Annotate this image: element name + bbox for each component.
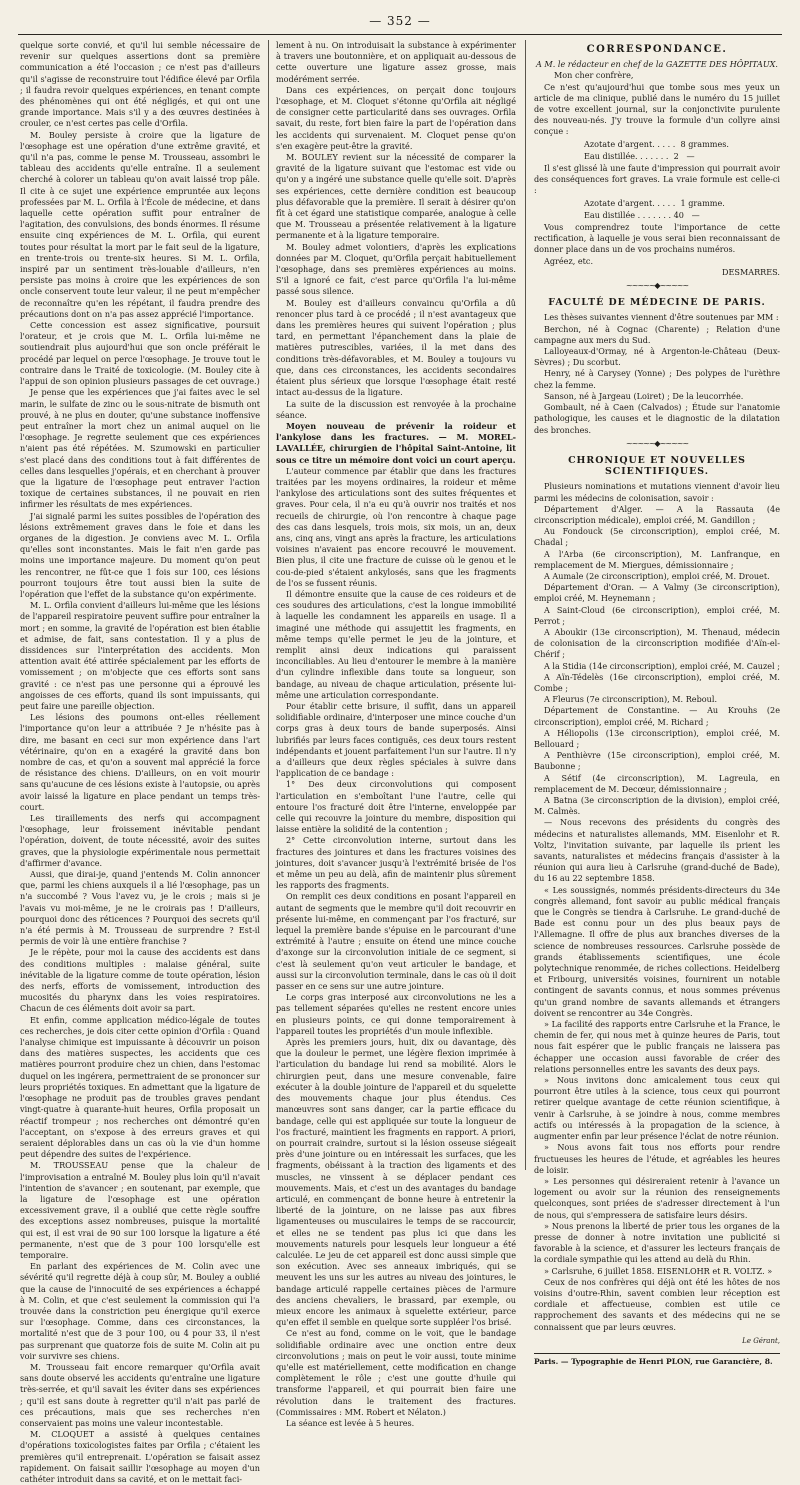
paragraph: A Sétif (4e circonscription), M. Lagreula, en remplacement de M. Decœur, démissionnaire ;	[534, 772, 780, 794]
paragraph: En parlant des expériences de M. Colin avec une sévérité qu'il regrette déjà à coup sûr, M. Bouley a oublié que la cause de l'innocuité de ses expériences a échappé à M. Colin, et que c'est seulement la commission qui l'a trouvée dans la constriction peu énergique qu'il exerce sur l'œsophage. Comme, dans ces circonstances, la mortalité n'est que de 3 pour 100, ou 4 pour 33, il n'est pas surprenant que quatorze fois de suite M. Colin ait pu voir survivre ses chiens.	[20, 1261, 260, 1361]
paragraph: 1° Des deux circonvolutions qui composent l'articulation en s'emboîtant l'une l'autre, celle qui entoure l'os fracturé doit être l'interne, enveloppée par celle qui recouvre la jointure du membre, disposition qui laisse entière la solidité de la contention ;	[276, 779, 516, 835]
paragraph: M. Bouley est d'ailleurs convaincu qu'Orfila a dû renoncer plus tard à ce procédé ; il n'est avantageux que dans les premières heures qui suivent l'opération ; plus tard, en permettant l'épanchement dans la plaie de matières putrescibles, variées, il la met dans des conditions très-défavorables, et M. Bouley a toujours vu que, dans ces circonstances, les accidents secondaires étaient plus sérieux que lorsque l'œsophage était resté intact au-dessus de la ligature.	[276, 297, 516, 398]
header-rule	[18, 34, 782, 35]
paragraph: lement à nu. On introduisait la substance à expérimenter à travers une boutonnière, et on appliquait au-dessous de cette ouverture une ligature assez grosse, mais modérément serrée.	[276, 40, 516, 84]
formula-line: Eau distillée . . . . . . . 40 —	[584, 209, 700, 220]
paragraph: Henry, né à Carysey (Yonne) ; Des polypes de l'urèthre chez la femme.	[534, 368, 780, 390]
paragraph: 2° Cette circonvolution interne, surtout dans les fractures des jointures et dans les fractures voisines des jointures, doit s'avancer jusqu'à l'extrémité brisée de l'os et même un peu au delà, afin de maintenir plus sûrement les rapports des fragments.	[276, 835, 516, 891]
formula-line: Azotate d'argent. . . . . 1 gramme.	[584, 197, 725, 208]
paragraph: » Carlsruhe, 6 juillet 1858. EISENLOHR et R. VOLTZ. »	[544, 1265, 773, 1276]
letter-paragraph: Ce n'est qu'aujourd'hui que tombe sous mes yeux un article de ma clinique, publié dans le numéro du 15 juillet de votre excellent journal, sur la conjonctivite purulente des nouveau-nés. J'y trouve la formule d'un collyre ainsi conçue :	[534, 81, 780, 137]
letter-paragraph: Vous comprendrez toute l'importance de cette rectification, à laquelle je vous serai bien reconnaissant de donner place dans un de vos prochains numéros.	[534, 222, 780, 255]
paragraph: Il démontre ensuite que la cause de ces roideurs et de ces soudures des articulations, c'est la longue immobilité à laquelle les condamnent les appareils en usage. Il a imaginé une méthode qui assujettit les fragments, en même temps qu'elle permet le jeu de la jointure, et remplit ainsi deux indications qui paraissent inconciliables. Au lieu d'entourer le membre à la manière d'un cylindre inflexible dans toute sa longueur, son bandage, au niveau de chaque articulation, présente lui-même une articulation correspondante.	[276, 588, 516, 700]
paragraph: Ceux de nos confrères qui déjà ont été les hôtes de nos voisins d'outre-Rhin, savent combien leur réception est cordiale et affectueuse, combien est utile ce rapprochement des savants et des médecins qui ne se connaissent que par leurs œuvres.	[534, 1276, 780, 1332]
paragraph: On remplit ces deux conditions en posant l'appareil en autant de segments que le membre qu'il doit recouvrir en présente lui-même, en commençant par l'os fracturé, sur lequel la première bande s'épuise en le parcourant d'une extrémité à l'autre ; ensuite on étend une mince couche d'axonge sur la circonvolution initiale de ce segment, si c'est là seulement qu'on veut articuler le bandage, et aussi sur la circonvolution terminale, dans le cas où il doit passer en ce sens sur une autre jointure.	[276, 891, 516, 992]
paragraph: A Penthièvre (15e circonscription), emploi créé, M. Baubonne ;	[534, 750, 780, 772]
paragraph: Après les premiers jours, huit, dix ou davantage, dès que la douleur le permet, une légère flexion imprimée à l'articulation du bandage lui rend sa mobilité. Alors le chirurgien peut, dans une mesure convenable, faire exécuter à la double jointure de l'appareil et du squelette des mouvements chaque jour plus étendus. Ces manœuvres sont sans danger, car la partie efficace du bandage, celle qui est appliquée sur toute la longueur de l'os fracturé, maintient les fragments en rapport. A priori, on pourrait craindre, surtout si la lésion osseuse siégeait près d'une jointure ou en intéressait les surfaces, que les fragments, obéissant à la traction des ligaments et des muscles, ne vinssent à se déplacer pendant ces mouvements. Mais, et c'est un des avantages du bandage articulé, en commençant de bonne heure à entretenir la liberté de la jointure, on ne laisse pas aux fibres ligamenteuses ou musculaires le temps de se raccourcir, et elles ne se tendent pas plus ici que dans les mouvements naturels pour lesquels leur longueur a été calculée. Le jeu de cet appareil est donc aussi simple que son exécution. Avec ses anneaux imbriqués, qui se meuvent les uns sur les autres au niveau des jointures, le bandage articulé rappelle certaines pièces de l'armure des anciens chevaliers, le brassard, par exemple, ou mieux encore les animaux à squelette extérieur, parce qu'en effet il semble en quelque sorte suppléer l'os brisé.	[276, 1037, 516, 1328]
paragraph: A Saint-Cloud (6e circonscription), emploi créé, M. Perrot ;	[534, 604, 780, 626]
paragraph: Cette concession est assez significative, poursuit l'orateur, et je crois que M. L. Orfila lui-même ne soutiendrait plus aujourd'hui que son oncle préférait le procédé par lequel on perce l'œsophage. Je trouve tout le contraire dans le Traité de toxicologie. (M. Bouley cite à l'appui de son opinion plusieurs passages de cet ouvrage.)	[20, 320, 260, 387]
paragraph: » Nous avons fait tous nos efforts pour rendre fructueuses les heures de l'étude, et agréables les heures de loisir.	[534, 1142, 780, 1175]
paragraph: A Aïn-Tédelès (16e circonscription), emploi créé, M. Combe ;	[534, 671, 780, 693]
paragraph: Les thèses suivantes viennent d'être soutenues par MM :	[544, 312, 779, 323]
paragraph: » La facilité des rapports entre Carlsruhe et la France, le chemin de fer, qui nous met à quinze heures de Paris, tout nous fait espérer que le public français ne laissera pas échapper une occasion aussi favorable de créer des relations personnelles entre les savants des deux pays.	[534, 1019, 780, 1074]
paragraph: — Nous recevons des présidents du congrès des médecins et naturalistes allemands, MM. Eisenlohr et R. Voltz, l'invitation suivante, par laquelle ils prient les savants, naturalistes et médecins français d'assister à la réunion qui aura lieu à Carlsruhe (grand-duché de Bade), du 16 au 22 septembre 1858.	[534, 817, 780, 884]
column-divider	[525, 40, 526, 1170]
paragraph: Département d'Alger. — A la Rassauta (4e circonscription médicale), emploi créé, M. Gandillon ;	[534, 503, 780, 525]
letter-paragraph: Il s'est glissé là une faute d'impression qui pourrait avoir des conséquences fort graves. La vraie formule est celle-ci :	[534, 163, 780, 196]
paragraph: La suite de la discussion est renvoyée à la prochaine séance.	[276, 398, 516, 420]
paragraph: Au Fondouck (5e circonscription), emploi créé, M. Chadal ;	[534, 526, 780, 548]
column-divider	[268, 40, 269, 1170]
paragraph: Aussi, que dirai-je, quand j'entends M. Colin annoncer que, parmi les chiens auxquels il a lié l'œsophage, pas un n'a succombé ? Vous l'avez vu, je le crois ; mais si je l'avais vu moi-même, je ne le croirais pas ! D'ailleurs, pourquoi donc des réticences ? Pourquoi des secrets qu'il n'a été permis à M. Trousseau de surprendre ? Est-il permis de voir là une entière franchise ?	[20, 869, 260, 947]
paragraph: A Batna (3e circonscription de la division), emploi créé, M. Calmès.	[534, 795, 780, 817]
paragraph: » Nous invitons donc amicalement tous ceux qui pourront être utiles à la science, tous ceux qui pourront retirer quelque avantage de cette réunion scientifique, à venir à Carlsruhe, à se joindre à nous, comme membres actifs ou intéressés à la propagation de la science, à augmenter enfin par leur présence l'éclat de notre réunion.	[534, 1075, 780, 1142]
paragraph: A l'Arba (6e circonscription), M. Lanfranque, en remplacement de M. Miergues, démissionnaire ;	[534, 548, 780, 570]
paragraph: A Aumale (2e circonscription), emploi créé, M. Drouet.	[544, 570, 770, 581]
article-heading-paragraph: Moyen nouveau de prévenir la roideur et l'ankylose dans les fractures. — M. MOREL-LAVALLÉE, chirurgien de l'hôpital Saint-Antoine, lit sous ce titre un mémoire dont voici un court aperçu.	[276, 420, 516, 465]
page-number: — 352 —	[369, 14, 431, 28]
paragraph: Lalloyeaux-d'Ormay, né à Argenton-le-Château (Deux-Sèvres) ; Du scorbut.	[534, 346, 780, 368]
paragraph: A la Stidia (14e circonscription), emploi créé, M. Cauzel ;	[544, 660, 780, 671]
imprint-line: Paris. — Typographie de Henri PLON, rue Garancière, 8.	[534, 1356, 773, 1366]
paragraph: Je pense que les expériences que j'ai faites avec le sel marin, le sulfate de zinc ou le sous-nitrate de bismuth ont prouvé, à ne plus en douter, qu'une substance inoffensive peut entraîner la mort chez un animal auquel on lie l'œsophage. Je regrette seulement que ces expériences n'aient pas été répétées. M. Szumowski en particulier s'est placé dans des conditions tout à fait différentes de celles dans lesquelles j'opérais, et en cherchant à prouver que la ligature de l'œsophage peut entraver l'action toxique de certaines substances, il ne pouvait en rien infirmer les résultats de mes expériences.	[20, 387, 260, 510]
paragraph: Plusieurs nominations et mutations viennent d'avoir lieu parmi les médecins de colonisation, savoir :	[534, 481, 780, 503]
paragraph: A Aboukir (13e circonscription), M. Thenaud, médecin de colonisation de la circonscription modifiée d'Aïn-el-Chérif ;	[534, 626, 780, 660]
ornament-divider: ~~~~~◆~~~~~	[625, 438, 689, 448]
paragraph: Et enfin, comme application médico-légale de toutes ces recherches, je dois citer cette opinion d'Orfila : Quand l'analyse chimique est impuissante à découvrir un poison dans des matières suspectes, les accidents que ces matières pourront produire chez un chien, dans l'estomac duquel on les ingérera, permettraient de se prononcer sur leurs propriétés toxiques. En admettant que la ligature de l'œsophage ne produit pas de troubles graves pendant vingt-quatre à quarante-huit heures, Orfila proposait un réactif trompeur ; nos recherches ont démontré qu'en l'acceptant, on s'expose à des erreurs graves et qui seraient déplorables dans un cas où la vie d'un homme peut dépendre des suites de l'expérience.	[20, 1014, 260, 1160]
letter-address: A M. le rédacteur en chef de la GAZETTE DES HÔPITAUX.	[536, 59, 778, 70]
column-1	[20, 40, 260, 1484]
correspondance-title: CORRESPONDANCE.	[586, 44, 728, 55]
column-3	[534, 40, 780, 1366]
paragraph: La séance est levée à 5 heures.	[286, 1417, 415, 1428]
faculty-title: FACULTÉ DE MÉDECINE DE PARIS.	[548, 297, 766, 309]
paragraph: Département d'Oran. — A Valmy (3e circonscription), emploi créé, M. Heynemann ;	[534, 582, 780, 604]
paragraph: « Les soussignés, nommés présidents-directeurs du 34e congrès allemand, font savoir au public médical français que le Congrès se tiendra à Carlsruhe. Le grand-duché de Bade est connu pour un des plus beaux pays de l'Allemagne. Il offre de plus aux branches diverses de la science de nombreuses ressources. Carlsruhe possède de grands établissements scientifiques, une école polytechnique renommée, de riches collections. Heidelberg et Fribourg, universités voisines, fournirent un notable contingent de savants connus, et nous sommes prévenus qu'un grand nombre de savants allemands et étrangers doivent se rencontrer au 34e Congrès.	[534, 884, 780, 1018]
paragraph: Pour établir cette brisure, il suffit, dans un appareil solidifiable ordinaire, d'interposer une mince couche d'un corps gras à deux tours de bande superposés. Ainsi lubrifiés par leurs faces contiguës, ces deux tours restent indépendants et jouent parfaitement l'un sur l'autre. Il n'y a d'ailleurs que deux règles spéciales à suivre dans l'application de ce bandage :	[276, 700, 516, 779]
paragraph: Les tiraillements des nerfs qui accompagnent l'œsophage, leur froissement inévitable pendant l'opération, doivent, de toute nécessité, avoir des suites graves, que la physiologie expérimentale nous permettait d'affirmer d'avance.	[20, 813, 260, 868]
paragraph: Je le répète, pour moi la cause des accidents est dans des conditions multiples : malaise général, suite inévitable de la ligature comme de toute opération, lésion des nerfs, efforts de vomissement, introduction des mucosités du pharynx dans les voies respiratoires. Chacun de ces éléments doit avoir sa part.	[20, 947, 260, 1014]
paragraph: M. TROUSSEAU pense que la chaleur de l'improvisation a entraîné M. Bouley plus loin qu'il n'avait l'intention de s'avancer ; en soutenant, par exemple, que la ligature de l'œsophage est une opération excessivement grave, il a oublié que cette règle souffre des exceptions assez nombreuses, puisque la mortalité qui est, il est vrai de 90 sur 100 lorsque la ligature a été permanente, n'est que de 3 pour 100 lorsqu'elle est temporaire.	[20, 1160, 260, 1260]
paragraph: M. Trousseau fait encore remarquer qu'Orfila avait sans doute observé les accidents qu'entraîne une ligature très-serrée, et qu'il savait les éviter dans ses expériences ; qu'il est sans doute à regretter qu'il n'ait pas parlé de ces précautions, mais que ses recherches n'en conservaient pas moins une valeur incontestable.	[20, 1361, 260, 1428]
paragraph: Gombault, né à Caen (Calvados) ; Étude sur l'anatomie pathologique, les causes et le diagnostic de la dilatation des bronches.	[534, 402, 780, 435]
paragraph: M. Bouley admet volontiers, d'après les explications données par M. Cloquet, qu'Orfila perçait habituellement l'œsophage, dans ses premières expériences au moins. S'il a ignoré ce fait, c'est parce qu'Orfila l'a lui-même passé sous silence.	[276, 241, 516, 297]
letter-salutation: Mon cher confrère,	[554, 70, 634, 81]
paragraph: J'ai signalé parmi les suites possibles de l'opération des lésions extrêmement graves dans le foie et dans les organes de la digestion. Je conviens avec M. L. Orfila qu'elles sont inconstantes. Mais le fait n'en garde pas moins une importance majeure. Du moment qu'on peut les rencontrer, ne fût-ce que 1 fois sur 100, ces lésions pourront toujours être tout aussi bien la suite de l'opération que l'effet de la substance qu'on expérimente.	[20, 510, 260, 599]
paragraph: » Les personnes qui désireraient retenir à l'avance un logement ou avoir sur la réunion des renseignements quelconques, sont priées de s'adresser directement à l'un de nous, qui s'empressera de satisfaire leurs désirs.	[534, 1175, 780, 1220]
paragraph: M. CLOQUET a assisté à quelques centaines d'opérations toxicologistes faites par Orfila ; c'étaient les premières qu'il entreprenait. L'opération se faisait assez rapidement. On faisait saillir l'œsophage au moyen d'un cathéter introduit dans sa cavité, et on le mettait faci-	[20, 1429, 260, 1484]
paragraph: Ce n'est au fond, comme on le voit, que le bandage solidifiable ordinaire avec une onction entre deux circonvolutions ; mais on peut le voir aussi, toute minime qu'elle est matériellement, cette modification en change complètement le rôle ; c'est une goutte d'huile qui transforme l'appareil, et qui pourrait bien faire une révolution dans le traitement des fractures. (Commissaires : MM. Robert et Nélaton.)	[276, 1328, 516, 1417]
paragraph: » Nous prenons la liberté de prier tous les organes de la presse de donner à notre invitation une publicité si favorable à la science, et d'assurer les lecteurs français de la cordiale sympathie qui les attend au delà du Rhin.	[534, 1220, 780, 1265]
paragraph: M. L. Orfila convient d'ailleurs lui-même que les lésions de l'appareil respiratoire peuvent suffire pour entraîner la mort ; en somme, la gravité de l'opération est bien établie et admise, de fait, sans contestation. Il y a plus de dissidences sur l'interprétation des accidents. Mon attention avait été attirée spécialement par les efforts de vomissement ; on m'objecte que ces efforts sont sans gravité : ce n'est pas une personne qui a éprouvé les angoisses de ces efforts, quand ils sont impuissants, qui peut faire une pareille objection.	[20, 600, 260, 711]
paragraph: Les lésions des poumons ont-elles réellement l'importance qu'on leur a attribuée ? Je n'hésite pas à dire, me basant en ceci sur mon expérience dans l'art vétérinaire, qu'on en a exagéré la gravité dans bon nombre de cas, et qu'on a souvent mal apprécié la force de résistance des chiens. D'ailleurs, on en voit mourir sans qu'aucune de ces lésions existe à l'autopsie, ou après avoir laissé la ligature en place pendant un temps très-court.	[20, 712, 260, 812]
formula-line: Azotate d'argent. . . . . 8 grammes.	[584, 138, 729, 149]
paragraph: A Héliopolis (13e circonscription), emploi créé, M. Bellouard ;	[534, 727, 780, 749]
paragraph: quelque sorte convié, et qu'il lui semble nécessaire de revenir sur quelques assertions dont sa première communication a été l'occasion ; ce n'est pas d'ailleurs qu'il s'agisse de reconstruire tout l'édifice élevé par Orfila ; il faudra revoir quelques expériences, en tenant compte des phénomènes qui ont été négligés, et qui ont une grande importance. Mais s'il y a des œuvres destinées à crouler, ce n'est certes pas celle d'Orfila.	[20, 40, 260, 129]
column-2	[276, 40, 516, 1428]
formula-line: Eau distillée. . . . . . . 2 —	[584, 150, 695, 161]
paragraph: M. Bouley persiste à croire que la ligature de l'œsophage est une opération d'une extrême gravité, et qu'il n'a pas, comme le pense M. Trousseau, assombri le tableau des accidents qu'elle entraîne. Il a seulement cherché à colorer un tableau qu'on avait laissé trop pâle. Il cite à ce sujet une expérience empruntée aux leçons professées par M. L. Orfila à l'École de médecine, et dans laquelle cette opération suffit pour entraîner de l'agitation, des convulsions, des bonds énormes. Il résume ensuite cinq expériences de M. L. Orfila, qui eurent toutes pour résultat la mort par le fait seul de la ligature, en trente-trois ou trente-six heures. Si M. L. Orfila, inspiré par un sentiment très-louable d'ailleurs, n'en persiste pas moins à croire que les expériences de son oncle conservent toute leur valeur, il ne peut m'empêcher de reconnaître qu'en les répétant, il faudra prendre des précautions dont on n'a pas assez apprécié l'importance.	[20, 129, 260, 319]
paragraph: Le corps gras interposé aux circonvolutions ne les a pas tellement séparées qu'elles ne restent encore unies en plusieurs points, ce qui donne temporairement à l'appareil toutes les propriétés d'un moule inflexible.	[276, 992, 516, 1036]
ornament-divider: ~~~~~◆~~~~~	[625, 281, 689, 291]
paragraph: A Fleurus (7e circonscription), M. Reboul.	[544, 694, 718, 705]
paragraph: L'auteur commence par établir que dans les fractures traitées par les moyens ordinaires, la roideur et même l'ankylose des articulations sont des suites fréquentes et graves. Pour cela, il n'a eu qu'à ouvrir nos traités et nos recueils de chirurgie, où l'on rencontre à chaque page des cas dans lesquels, trois mois, six mois, un an, deux ans, cinq ans, vingt ans après la fracture, les articulations voisines n'avaient pas encore recouvré le mouvement. Bien plus, il cite une fracture de cuisse où le genou et le cou-de-pied s'étaient ankylosés, sans que les fragments de l'os se fussent réunis.	[276, 465, 516, 588]
chronicle-title: CHRONIQUE ET NOUVELLES SCIENTIFIQUES.	[568, 454, 746, 478]
paragraph: Département de Constantine. — Au Krouhs (2e circonscription), emploi créé, M. Richard ;	[534, 705, 780, 727]
footer-rule	[534, 1353, 780, 1354]
paragraph: Berchon, né à Cognac (Charente) ; Relation d'une campagne aux mers du Sud.	[534, 323, 780, 345]
paragraph: Sanson, né à Jargeau (Loiret) ; De la leucorrhée.	[544, 390, 744, 401]
letter-closing: Agréez, etc.	[544, 255, 594, 266]
letter-signature: DESMARRES.	[722, 266, 780, 277]
paragraph: Dans ces expériences, on perçait donc toujours l'œsophage, et M. Cloquet s'étonne qu'Orfila ait négligé de consigner cette particularité dans ses ouvrages. Orfila savait, du reste, fort bien faire la part de l'opération dans les accidents qui survenaient. M. Cloquet pense qu'on s'en exagère peut-être la gravité.	[276, 84, 516, 151]
gerant-label: Le Gérant,	[742, 1336, 780, 1345]
paragraph: M. BOULEY revient sur la nécessité de comparer la gravité de la ligature suivant que l'estomac est vide ou qu'on y a ingéré une substance quelle qu'elle soit. D'après ses expériences, cette dernière condition est beaucoup plus défavorable que la première. Il serait à désirer qu'on fît à cet égard une statistique comparée, analogue à celle que M. Trousseau a présentée relativement à la ligature permanente et à la ligature temporaire.	[276, 152, 516, 241]
